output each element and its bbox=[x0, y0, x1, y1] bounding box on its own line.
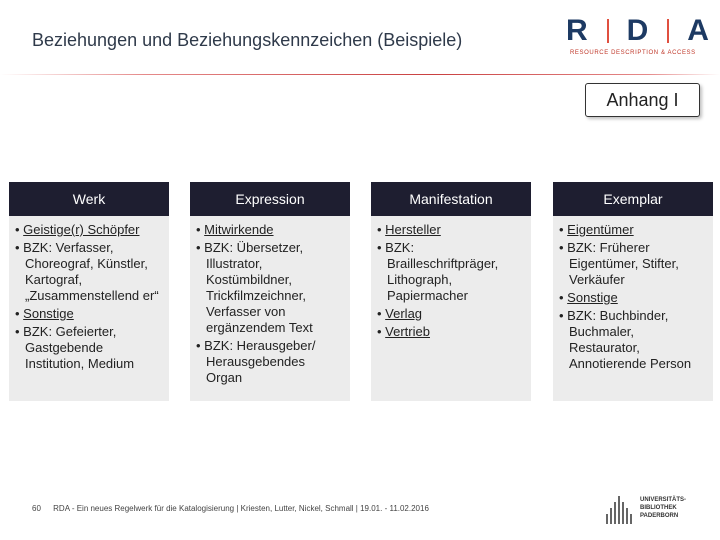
university-logo-text: UNIVERSITÄTS- BIBLIOTHEK PADERBORN bbox=[640, 497, 687, 519]
list-item bbox=[559, 222, 707, 238]
list-item bbox=[15, 324, 163, 372]
column-werk bbox=[9, 182, 169, 401]
list-item-text: Verlag bbox=[385, 306, 423, 321]
bullet-icon: • bbox=[377, 306, 386, 321]
list-item-text: BZK: Buchbinder, Buchmaler, Restaurator, Annotierende Person bbox=[567, 308, 692, 371]
list-item bbox=[196, 240, 344, 336]
list-item-text: BZK: Brailleschriftpräger, Lithograph, Papiermacher bbox=[385, 240, 499, 303]
list-item bbox=[15, 240, 163, 304]
appendix-badge: Anhang I bbox=[585, 83, 700, 117]
column-header: Expression bbox=[190, 182, 350, 216]
column-header: Manifestation bbox=[371, 182, 531, 216]
bullet-icon: • bbox=[377, 222, 386, 237]
university-logo bbox=[606, 494, 706, 528]
column-exemplar bbox=[553, 182, 713, 401]
rda-logo-divider bbox=[607, 19, 609, 43]
list-item bbox=[15, 222, 163, 238]
list-item bbox=[377, 324, 525, 340]
list-item-text: BZK: Gefeierter, Gastgebende Institution, Medium bbox=[23, 324, 135, 371]
bullet-icon: • bbox=[377, 240, 386, 255]
column-body bbox=[190, 216, 350, 401]
bullet-icon: • bbox=[15, 324, 24, 339]
bullet-icon: • bbox=[15, 222, 24, 237]
list-item bbox=[559, 290, 707, 306]
column-body bbox=[371, 216, 531, 401]
bullet-icon: • bbox=[377, 324, 386, 339]
bullet-icon: • bbox=[196, 240, 205, 255]
list-item-text: BZK: Herausgeber/ Herausgebendes Organ bbox=[204, 338, 316, 385]
rda-logo-divider bbox=[667, 19, 669, 43]
list-item-text: BZK: Übersetzer, Illustrator, Kostümbildner, Trickfilmzeichner, Verfasser von ergänzendem Text bbox=[204, 240, 313, 335]
bullet-icon: • bbox=[15, 306, 24, 321]
list-item bbox=[196, 222, 344, 238]
list-item-text: Sonstige bbox=[567, 290, 618, 305]
list-item-text: Mitwirkende bbox=[204, 222, 274, 237]
title-divider bbox=[0, 74, 720, 75]
list-item-text: Sonstige bbox=[23, 306, 74, 321]
column-expression bbox=[190, 182, 350, 401]
footer bbox=[32, 504, 429, 513]
column-header: Werk bbox=[9, 182, 169, 216]
bullet-icon: • bbox=[559, 308, 568, 323]
rda-logo-letter-d: D bbox=[626, 14, 650, 47]
list-item bbox=[559, 240, 707, 288]
rda-logo-letter-a: A bbox=[687, 14, 710, 47]
column-body bbox=[553, 216, 713, 401]
footer-text: RDA - Ein neues Regelwerk für die Katalogisierung | Kriesten, Lutter, Nickel, Schmall | 19.01. - 11.02.2016 bbox=[53, 504, 429, 513]
bullet-icon: • bbox=[559, 290, 568, 305]
list-item bbox=[377, 306, 525, 322]
rda-logo bbox=[566, 16, 710, 62]
university-logo-mark bbox=[606, 496, 632, 524]
list-item-text: Vertrieb bbox=[385, 324, 430, 339]
column-body bbox=[9, 216, 169, 401]
list-item-text: Geistige(r) Schöpfer bbox=[23, 222, 140, 237]
column-header: Exemplar bbox=[553, 182, 713, 216]
rda-logo-letter-r: R bbox=[566, 14, 589, 47]
column-manifestation bbox=[371, 182, 531, 401]
list-item-text: Hersteller bbox=[385, 222, 441, 237]
list-item bbox=[559, 308, 707, 372]
bullet-icon: • bbox=[15, 240, 24, 255]
rda-logo-letters bbox=[566, 16, 710, 46]
page-title: Beziehungen und Beziehungskennzeichen (Beispiele) bbox=[32, 30, 463, 50]
rda-logo-subtitle: RESOURCE DESCRIPTION & ACCESS bbox=[570, 50, 696, 56]
bullet-icon: • bbox=[196, 222, 205, 237]
page-number: 60 bbox=[32, 504, 41, 513]
bullet-icon: • bbox=[196, 338, 205, 353]
bullet-icon: • bbox=[559, 240, 568, 255]
list-item-text: Eigentümer bbox=[567, 222, 634, 237]
bullet-icon: • bbox=[559, 222, 568, 237]
list-item-text: BZK: Verfasser, Choreograf, Künstler, Kartograf, „Zusammenstellend er“ bbox=[23, 240, 159, 303]
list-item bbox=[196, 338, 344, 386]
list-item bbox=[377, 222, 525, 238]
list-item bbox=[377, 240, 525, 304]
list-item-text: BZK: Früherer Eigentümer, Stifter, Verkäufer bbox=[567, 240, 679, 287]
list-item bbox=[15, 306, 163, 322]
